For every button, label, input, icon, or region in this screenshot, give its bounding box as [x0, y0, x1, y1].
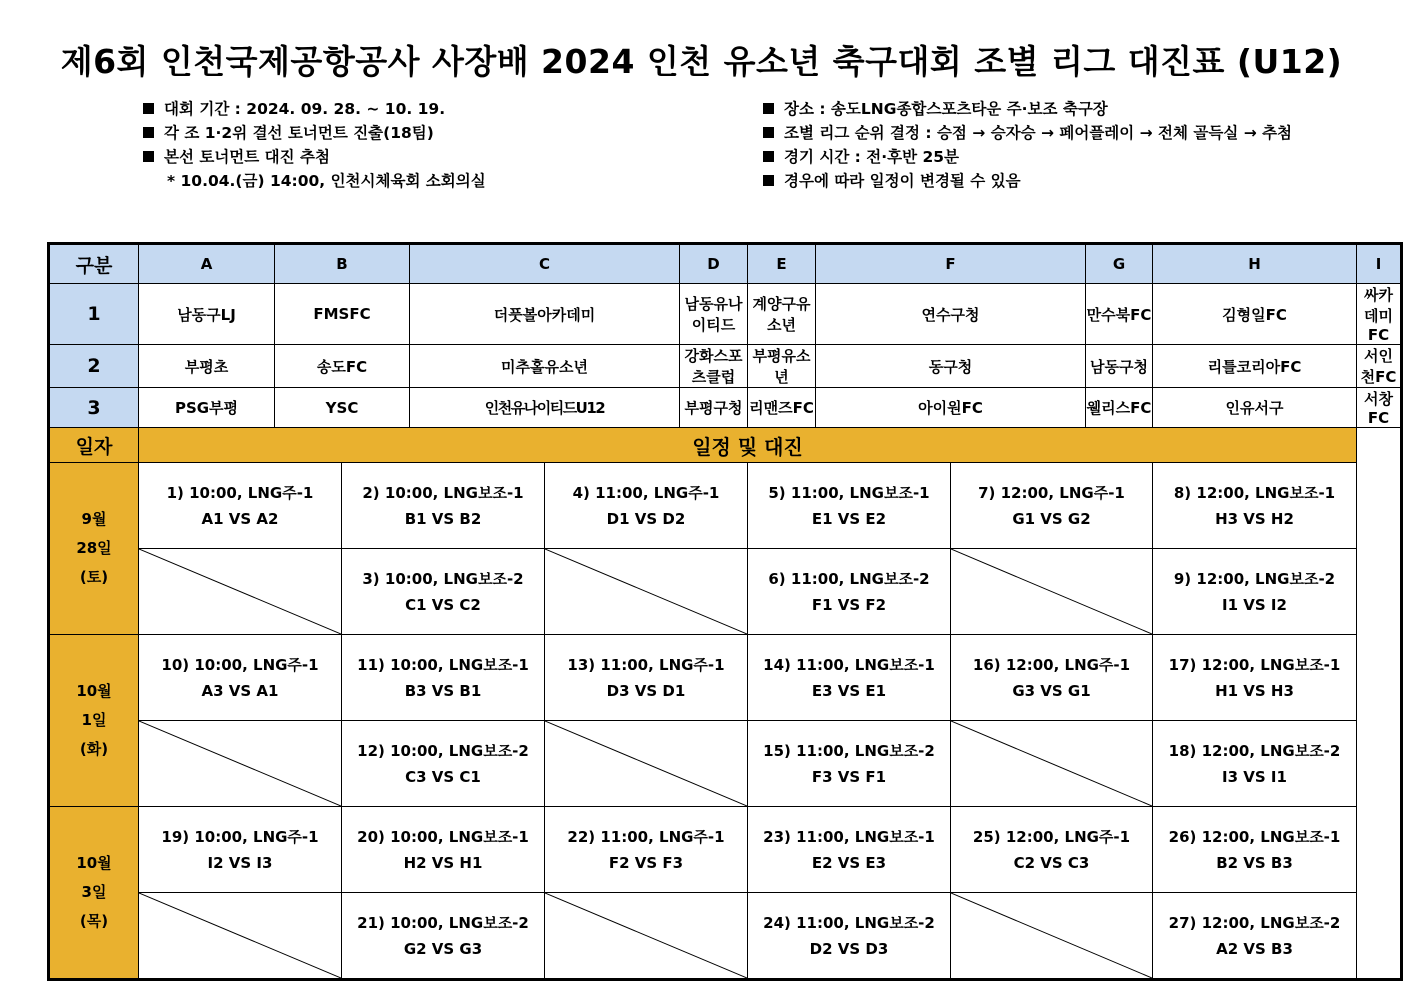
diagonal-line	[951, 549, 1152, 634]
info-match-time: 경기 시간 : 전·후반 25분	[763, 145, 1292, 169]
square-bullet-icon	[763, 151, 774, 162]
empty-slot-cell	[139, 893, 342, 980]
day-label-weekday: (목)	[79, 912, 109, 930]
match-time: 25) 12:00, LNG주-1	[972, 827, 1131, 846]
team-cell: 인천유나이티드U12	[410, 388, 680, 428]
match-time: 5) 11:00, LNG보조-1	[768, 483, 930, 502]
group-header-a: A	[139, 244, 275, 284]
day-label-weekday: (토)	[79, 568, 109, 586]
square-bullet-icon	[143, 103, 154, 114]
team-row	[49, 345, 1402, 388]
match-time: 24) 11:00, LNG보조-2	[763, 913, 935, 932]
day-label-month: 10월	[76, 682, 112, 700]
match-cell	[545, 463, 748, 549]
match-teams: D2 VS D3	[809, 939, 889, 958]
match-cell	[1153, 893, 1357, 980]
diagonal-line	[951, 721, 1152, 806]
team-cell: 웰리스FC	[1086, 388, 1153, 428]
match-teams: F3 VS F1	[811, 767, 887, 786]
schedule-row	[49, 721, 1402, 807]
team-cell: 서창FC	[1357, 388, 1402, 428]
match-time: 26) 12:00, LNG보조-1	[1168, 827, 1341, 846]
day-label-day: 1일	[81, 711, 107, 729]
info-draw: 본선 토너먼트 대진 추첨	[143, 145, 486, 169]
match-time: 20) 10:00, LNG보조-1	[357, 827, 529, 846]
team-cell: 리맨즈FC	[748, 388, 816, 428]
team-cell: 남동구LJ	[139, 284, 275, 345]
team-cell: 남동유나이티드	[680, 284, 748, 345]
team-cell: 송도FC	[275, 345, 410, 388]
match-time: 2) 10:00, LNG보조-1	[362, 483, 524, 502]
group-header-c: C	[410, 244, 680, 284]
match-cell	[545, 807, 748, 893]
match-cell	[342, 807, 545, 893]
schedule-header-row	[49, 428, 1402, 463]
team-cell: 더풋볼아카데미	[410, 284, 680, 345]
group-header-row	[49, 244, 1402, 284]
match-time: 23) 11:00, LNG보조-1	[763, 827, 935, 846]
match-teams: F2 VS F3	[608, 853, 684, 872]
match-cell	[951, 635, 1153, 721]
day-label	[49, 807, 139, 980]
empty-slot-cell	[545, 721, 748, 807]
info-left	[143, 97, 486, 193]
match-teams: H3 VS H2	[1215, 509, 1294, 528]
match-teams: I3 VS I1	[1222, 767, 1287, 786]
info-right	[763, 97, 1292, 193]
match-time: 9) 12:00, LNG보조-2	[1173, 569, 1336, 588]
match-time: 13) 11:00, LNG주-1	[567, 655, 725, 674]
match-time: 18) 12:00, LNG보조-2	[1168, 741, 1341, 760]
diagonal-line	[139, 549, 341, 634]
schedule-table	[47, 242, 1403, 981]
match-teams: C3 VS C1	[405, 767, 481, 786]
team-cell: 부평유소년	[748, 345, 816, 388]
match-time: 12) 10:00, LNG보조-2	[357, 741, 529, 760]
team-cell: 리틀코리아FC	[1153, 345, 1357, 388]
match-teams: A3 VS A1	[201, 681, 279, 700]
day-header-label: 일자	[49, 428, 139, 463]
match-cell	[1153, 463, 1357, 549]
info-draw-date: * 10.04.(금) 14:00, 인천시체육회 소회의실	[167, 172, 486, 190]
team-cell: 강화스포츠클럽	[680, 345, 748, 388]
match-time: 16) 12:00, LNG주-1	[972, 655, 1131, 674]
day-label-weekday: (화)	[79, 740, 109, 758]
schedule-row	[49, 635, 1402, 721]
day-label-month: 9월	[81, 510, 107, 528]
team-cell: 남동구청	[1086, 345, 1153, 388]
match-teams: E2 VS E3	[811, 853, 887, 872]
team-cell: PSG부평	[139, 388, 275, 428]
empty-slot-cell	[139, 721, 342, 807]
match-teams: D3 VS D1	[606, 681, 686, 700]
diagonal-line	[545, 549, 747, 634]
day-label-month: 10월	[76, 854, 112, 872]
match-cell	[342, 549, 545, 635]
square-bullet-icon	[763, 103, 774, 114]
match-cell	[139, 463, 342, 549]
match-teams: I2 VS I3	[207, 853, 273, 872]
match-cell	[342, 721, 545, 807]
day-label-day: 3일	[81, 883, 107, 901]
group-header-b: B	[275, 244, 410, 284]
match-cell	[748, 721, 951, 807]
match-teams: H2 VS H1	[403, 853, 483, 872]
diagonal-line	[139, 721, 341, 806]
match-teams: B3 VS B1	[404, 681, 482, 700]
match-time: 27) 12:00, LNG보조-2	[1168, 913, 1341, 932]
team-cell: YSC	[275, 388, 410, 428]
schedule-row	[49, 807, 1402, 893]
header-label: 구분	[49, 244, 139, 284]
diagonal-line	[139, 893, 341, 978]
match-teams: A1 VS A2	[201, 509, 279, 528]
day-label-day: 28일	[76, 539, 112, 557]
match-teams: C1 VS C2	[405, 595, 481, 614]
match-time: 3) 10:00, LNG보조-2	[362, 569, 524, 588]
team-cell: 싸카데미FC	[1357, 284, 1402, 345]
team-cell: 김형일FC	[1153, 284, 1357, 345]
match-cell	[748, 635, 951, 721]
match-time: 22) 11:00, LNG주-1	[567, 827, 725, 846]
match-time: 4) 11:00, LNG주-1	[572, 483, 720, 502]
match-teams: G3 VS G1	[1012, 681, 1091, 700]
info-period: 대회 기간 : 2024. 09. 28. ~ 10. 19.	[143, 97, 486, 121]
team-cell: 만수북FC	[1086, 284, 1153, 345]
team-cell: 계양구유소년	[748, 284, 816, 345]
match-teams: A2 VS B3	[1216, 939, 1293, 958]
empty-slot-cell	[951, 549, 1153, 635]
info-venue: 장소 : 송도LNG종합스포츠타운 주·보조 축구장	[763, 97, 1292, 121]
match-teams: G2 VS G3	[403, 939, 483, 958]
match-time: 8) 12:00, LNG보조-1	[1173, 483, 1336, 502]
match-teams: G1 VS G2	[1012, 509, 1091, 528]
team-rank: 3	[49, 388, 139, 428]
match-time: 7) 12:00, LNG주-1	[978, 483, 1125, 502]
info-advance: 각 조 1·2위 결선 토너먼트 진출(18팀)	[143, 121, 486, 145]
group-header-g: G	[1086, 244, 1153, 284]
match-time: 14) 11:00, LNG보조-1	[763, 655, 935, 674]
team-cell: FMSFC	[275, 284, 410, 345]
match-cell	[1153, 635, 1357, 721]
square-bullet-icon	[763, 127, 774, 138]
match-cell	[951, 807, 1153, 893]
match-cell	[342, 635, 545, 721]
match-cell	[1153, 721, 1357, 807]
diagonal-line	[951, 893, 1152, 978]
match-teams: H1 VS H3	[1215, 681, 1294, 700]
match-time: 6) 11:00, LNG보조-2	[768, 569, 930, 588]
empty-slot-cell	[951, 893, 1153, 980]
match-teams: B1 VS B2	[404, 509, 482, 528]
match-time: 19) 10:00, LNG주-1	[161, 827, 319, 846]
match-cell	[748, 807, 951, 893]
match-cell	[1153, 549, 1357, 635]
group-header-h: H	[1153, 244, 1357, 284]
team-rank: 1	[49, 284, 139, 345]
match-cell	[1153, 807, 1357, 893]
empty-slot-cell	[545, 549, 748, 635]
page-title: 제6회 인천국제공항공사 사장배 2024 인천 유소년 축구대회 조별 리그 대진표 (U12)	[60, 42, 1343, 81]
match-cell	[545, 635, 748, 721]
team-rank: 2	[49, 345, 139, 388]
match-cell	[951, 463, 1153, 549]
match-teams: B2 VS B3	[1216, 853, 1293, 872]
info-notice: 경우에 따라 일정이 변경될 수 있음	[763, 169, 1292, 193]
schedule-row	[49, 893, 1402, 980]
square-bullet-icon	[763, 175, 774, 186]
match-cell	[342, 893, 545, 980]
match-cell	[342, 463, 545, 549]
empty-slot-cell	[545, 893, 748, 980]
team-cell: 미추홀유소년	[410, 345, 680, 388]
match-cell	[139, 635, 342, 721]
square-bullet-icon	[143, 127, 154, 138]
schedule-title: 일정 및 대진	[139, 428, 1357, 463]
group-header-e: E	[748, 244, 816, 284]
team-cell: 서인천FC	[1357, 345, 1402, 388]
team-cell: 부평구청	[680, 388, 748, 428]
match-cell	[139, 807, 342, 893]
schedule-row	[49, 549, 1402, 635]
group-header-f: F	[816, 244, 1086, 284]
team-row	[49, 388, 1402, 428]
match-teams: E3 VS E1	[811, 681, 887, 700]
team-cell: 아이원FC	[816, 388, 1086, 428]
match-cell	[748, 893, 951, 980]
diagonal-line	[545, 893, 747, 978]
match-cell	[748, 549, 951, 635]
match-teams: D1 VS D2	[606, 509, 686, 528]
group-header-d: D	[680, 244, 748, 284]
day-label	[49, 463, 139, 635]
match-time: 21) 10:00, LNG보조-2	[357, 913, 529, 932]
day-label	[49, 635, 139, 807]
info-ranking: 조별 리그 순위 결정 : 승점 → 승자승 → 페어플레이 → 전체 골득실 → 추첨	[763, 121, 1292, 145]
match-teams: I1 VS I2	[1222, 595, 1287, 614]
match-time: 15) 11:00, LNG보조-2	[763, 741, 935, 760]
match-teams: C2 VS C3	[1013, 853, 1090, 872]
team-cell: 동구청	[816, 345, 1086, 388]
match-teams: F1 VS F2	[811, 595, 887, 614]
empty-slot-cell	[139, 549, 342, 635]
match-cell	[748, 463, 951, 549]
schedule-body	[49, 463, 1402, 980]
team-cell: 인유서구	[1153, 388, 1357, 428]
square-bullet-icon	[143, 151, 154, 162]
diagonal-line	[545, 721, 747, 806]
match-time: 10) 10:00, LNG주-1	[161, 655, 319, 674]
empty-slot-cell	[951, 721, 1153, 807]
team-row	[49, 284, 1402, 345]
match-teams: E1 VS E2	[811, 509, 887, 528]
team-cell: 연수구청	[816, 284, 1086, 345]
match-time: 1) 10:00, LNG주-1	[166, 483, 314, 502]
team-cell: 부평초	[139, 345, 275, 388]
group-header-i: I	[1357, 244, 1402, 284]
schedule-row	[49, 463, 1402, 549]
match-time: 11) 10:00, LNG보조-1	[357, 655, 529, 674]
match-time: 17) 12:00, LNG보조-1	[1168, 655, 1341, 674]
